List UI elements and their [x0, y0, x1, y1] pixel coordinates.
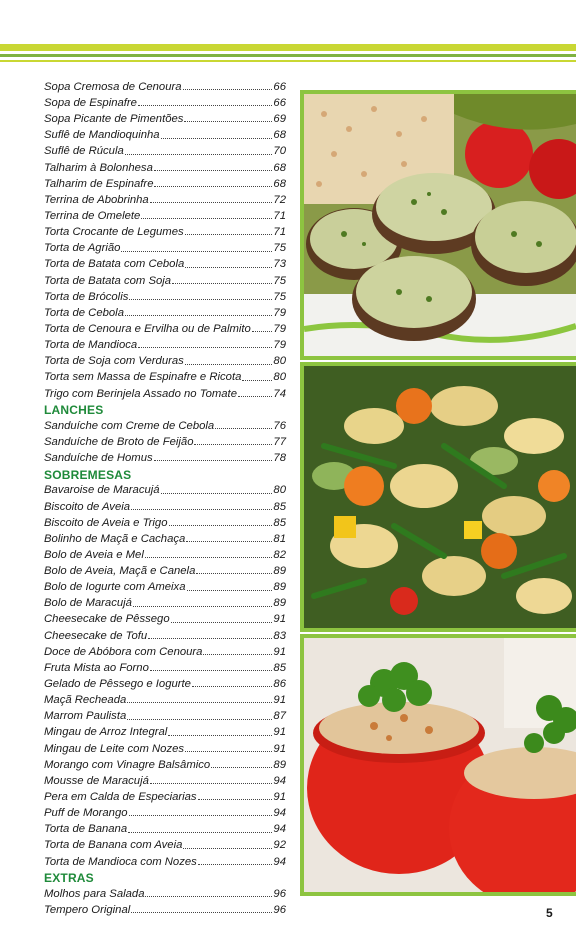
toc-leader-dots — [183, 89, 273, 90]
toc-entry-page: 85 — [273, 661, 286, 674]
toc-entry — [44, 497, 286, 513]
toc-entry-title: Pera em Calda de Especiarias — [44, 791, 197, 804]
toc-leader-dots — [171, 622, 273, 623]
toc-leader-dots — [121, 251, 272, 252]
toc-entry-title: Suflê de Mandioquinha — [44, 129, 160, 142]
toc-entry-title: Puff de Morango — [44, 807, 128, 820]
toc-entry-page: 76 — [273, 419, 286, 432]
toc-entry-page: 85 — [273, 500, 286, 513]
toc-entry-page: 79 — [273, 306, 286, 319]
toc-leader-dots — [128, 832, 272, 833]
toc-entry — [44, 594, 286, 610]
toc-leader-dots — [183, 848, 272, 849]
toc-entry — [44, 351, 286, 367]
toc-entry — [44, 706, 286, 722]
toc-entry-page: 92 — [273, 839, 286, 852]
toc-entry — [44, 674, 286, 690]
toc-entry-title: Torta de Batata com Soja — [44, 274, 172, 287]
toc-entry-title: Bolo de Aveia e Mel — [44, 548, 144, 561]
toc-entry-page: 79 — [273, 322, 286, 335]
toc-leader-dots — [215, 428, 272, 429]
toc-entry — [44, 432, 286, 448]
toc-entry — [44, 319, 286, 335]
toc-leader-dots — [148, 638, 272, 639]
toc-entry — [44, 803, 286, 819]
toc-entry-title: Bavaroise de Maracujá — [44, 484, 160, 497]
toc-entry-title: Gelado de Pêssego e Iogurte — [44, 678, 191, 691]
toc-entry-title: Bolo de Aveia, Maçã e Canela — [44, 565, 196, 578]
toc-entry — [44, 335, 286, 351]
toc-entry — [44, 545, 286, 561]
photo-pasta-salad — [300, 362, 576, 632]
toc-entry-title: Talharim à Bolonhesa — [44, 161, 153, 174]
toc-entry — [44, 900, 286, 916]
toc-entry-page: 89 — [273, 581, 286, 594]
toc-entry — [44, 626, 286, 642]
toc-entry-page: 68 — [273, 129, 286, 142]
page-number: 5 — [546, 906, 553, 920]
toc-entry-title: Sopa Picante de Pimentões — [44, 113, 184, 126]
toc-entry-title: Sanduíche com Creme de Cebola — [44, 419, 215, 432]
toc-leader-dots — [185, 267, 272, 268]
toc-entry-page: 71 — [273, 226, 286, 239]
toc-entry-title: Mousse de Maracujá — [44, 774, 149, 787]
toc-leader-dots — [150, 783, 273, 784]
toc-leader-dots — [154, 170, 273, 171]
toc-leader-dots — [138, 347, 272, 348]
toc-entry-title: Mingau de Leite com Nozes — [44, 742, 185, 755]
toc-entry — [44, 93, 286, 109]
toc-entry-page: 94 — [273, 823, 286, 836]
toc-entry-title: Bolinho de Maçã e Cachaça — [44, 532, 186, 545]
toc-entry — [44, 142, 286, 158]
toc-entry-page: 75 — [273, 290, 286, 303]
toc-entry — [44, 771, 286, 787]
toc-leader-dots — [145, 557, 273, 558]
toc-entry-title: Torta de Banana — [44, 823, 128, 836]
toc-entry — [44, 125, 286, 141]
toc-leader-dots — [186, 541, 272, 542]
toc-entry-title: Fruta Mista ao Forno — [44, 661, 149, 674]
toc-entry — [44, 174, 286, 190]
toc-leader-dots — [169, 525, 273, 526]
toc-leader-dots — [238, 396, 272, 397]
toc-entry-title: Torta de Batata com Cebola — [44, 258, 185, 271]
toc-entry — [44, 238, 286, 254]
toc-entry — [44, 610, 286, 626]
toc-entry-page: 89 — [273, 758, 286, 771]
toc-leader-dots — [187, 590, 273, 591]
toc-entry — [44, 577, 286, 593]
toc-leader-dots — [161, 493, 273, 494]
toc-entry-title: Torta de Cenoura e Ervilha ou de Palmito — [44, 322, 251, 335]
toc-entry — [44, 690, 286, 706]
toc-entry — [44, 77, 286, 93]
toc-leader-dots — [252, 331, 273, 332]
toc-entry-page: 89 — [273, 565, 286, 578]
toc-entry — [44, 481, 286, 497]
toc-entry-title: Torta de Soja com Verduras — [44, 355, 184, 368]
toc-entry-title: Torta de Banana com Aveia — [44, 839, 183, 852]
toc-entry-title: Torta de Agrião — [44, 242, 121, 255]
toc-entry-page: 91 — [273, 613, 286, 626]
toc-entry-page: 87 — [273, 710, 286, 723]
toc-entry — [44, 561, 286, 577]
toc-entry — [44, 723, 286, 739]
toc-entry-page: 69 — [273, 113, 286, 126]
toc-entry-title: Morango com Vinagre Balsâmico — [44, 758, 211, 771]
toc-entry-title: Torta de Brócolis — [44, 290, 129, 303]
toc-entry-page: 82 — [273, 548, 286, 561]
toc-entry — [44, 642, 286, 658]
toc-entry — [44, 529, 286, 545]
toc-entry-page: 89 — [273, 597, 286, 610]
toc-leader-dots — [172, 283, 272, 284]
toc-leader-dots — [168, 735, 272, 736]
toc-entry — [44, 739, 286, 755]
toc-entry-title: Sopa Cremosa de Cenoura — [44, 80, 182, 93]
toc-leader-dots — [129, 815, 273, 816]
toc-entry-title: Bolo de Iogurte com Ameixa — [44, 581, 186, 594]
toc-entry-page: 80 — [273, 484, 286, 497]
toc-leader-dots — [185, 364, 273, 365]
toc-entry — [44, 368, 286, 384]
toc-entry-page: 73 — [273, 258, 286, 271]
toc-leader-dots — [203, 654, 272, 655]
toc-entry-title: Torta de Mandioca — [44, 339, 138, 352]
toc-entry — [44, 836, 286, 852]
toc-entry-page: 66 — [273, 80, 286, 93]
toc-leader-dots — [125, 154, 273, 155]
toc-entry-title: Bolo de Maracujá — [44, 597, 132, 610]
toc-entry — [44, 884, 286, 900]
toc-entry-title: Biscoito de Aveia e Trigo — [44, 516, 168, 529]
toc-entry-title: Suflê de Rúcula — [44, 145, 124, 158]
toc-leader-dots — [129, 299, 272, 300]
toc-entry-page: 71 — [273, 209, 286, 222]
toc-leader-dots — [198, 799, 273, 800]
toc-entry — [44, 819, 286, 835]
toc-entry-title: Cheesecake de Tofu — [44, 629, 148, 642]
toc-leader-dots — [138, 105, 272, 106]
toc-leader-dots — [242, 380, 272, 381]
toc-leader-dots — [131, 912, 272, 913]
toc-entry-page: 74 — [273, 387, 286, 400]
toc-entry — [44, 158, 286, 174]
toc-entry-page: 77 — [273, 435, 286, 448]
toc-entry-page: 79 — [273, 339, 286, 352]
toc-entry-page: 91 — [273, 694, 286, 707]
toc-entry-title: Terrina de Omelete — [44, 209, 141, 222]
toc-entry-title: Torta sem Massa de Espinafre e Ricota — [44, 371, 242, 384]
toc-leader-dots — [198, 864, 273, 865]
toc-entry-page: 94 — [273, 807, 286, 820]
toc-entry-title: Cheesecake de Pêssego — [44, 613, 170, 626]
toc-leader-dots — [133, 606, 273, 607]
toc-entry-title: Biscoito de Aveia — [44, 500, 131, 513]
toc-leader-dots — [125, 315, 272, 316]
toc-leader-dots — [196, 573, 272, 574]
header-band-lime-thin — [0, 60, 576, 62]
section-heading: LANCHES — [44, 402, 104, 417]
toc-entry — [44, 206, 286, 222]
toc-entry-page: 80 — [273, 355, 286, 368]
toc-entry-page: 94 — [273, 855, 286, 868]
toc-entry-title: Maçã Recheada — [44, 694, 127, 707]
toc-entry-title: Torta Crocante de Legumes — [44, 226, 184, 239]
toc-entry-page: 75 — [273, 242, 286, 255]
toc-entry-page: 70 — [273, 145, 286, 158]
toc-leader-dots — [185, 234, 273, 235]
toc-entry-title: Sanduíche de Broto de Feijão — [44, 435, 194, 448]
toc-entry-title: Mingau de Arroz Integral — [44, 726, 168, 739]
toc-entry — [44, 190, 286, 206]
toc-entry — [44, 287, 286, 303]
toc-entry — [44, 222, 286, 238]
section-heading: SOBREMESAS — [44, 467, 132, 482]
toc-leader-dots — [185, 751, 272, 752]
toc-entry-title: Sanduíche de Homus — [44, 452, 153, 465]
toc-entry-page: 68 — [273, 161, 286, 174]
toc-entry-title: Talharim de Espinafre — [44, 177, 154, 190]
toc-entry — [44, 416, 286, 432]
toc-entry-title: Terrina de Abobrinha — [44, 193, 149, 206]
toc-entry — [44, 303, 286, 319]
toc-entry-page: 81 — [273, 532, 286, 545]
toc-entry — [44, 109, 286, 125]
table-of-contents — [44, 77, 286, 916]
toc-entry-page: 68 — [273, 177, 286, 190]
toc-leader-dots — [145, 896, 272, 897]
toc-entry-title: Molhos para Salada — [44, 887, 145, 900]
toc-leader-dots — [127, 719, 272, 720]
photo-stuffed-mushrooms — [300, 90, 576, 360]
header-band-green — [0, 54, 576, 57]
toc-entry — [44, 271, 286, 287]
toc-entry — [44, 852, 286, 868]
toc-leader-dots — [161, 138, 273, 139]
section-heading: EXTRAS — [44, 871, 94, 886]
toc-entry-page: 91 — [273, 791, 286, 804]
toc-entry — [44, 755, 286, 771]
toc-leader-dots — [194, 444, 272, 445]
toc-entry-title: Torta de Mandioca com Nozes — [44, 855, 197, 868]
toc-entry-page: 80 — [273, 371, 286, 384]
toc-entry — [44, 255, 286, 271]
toc-entry-page: 66 — [273, 96, 286, 109]
toc-entry-page: 75 — [273, 274, 286, 287]
toc-entry-title: Torta de Cebola — [44, 306, 124, 319]
toc-entry-title: Doce de Abóbora com Cenoura — [44, 645, 203, 658]
header-band-lime — [0, 44, 576, 51]
toc-leader-dots — [150, 670, 273, 671]
toc-entry-page: 78 — [273, 452, 286, 465]
toc-leader-dots — [131, 509, 272, 510]
toc-entry-page: 91 — [273, 726, 286, 739]
toc-entry-page: 83 — [273, 629, 286, 642]
toc-leader-dots — [154, 186, 272, 187]
photo-stuffed-tomatoes — [300, 634, 576, 896]
toc-leader-dots — [211, 767, 272, 768]
toc-entry-page: 86 — [273, 678, 286, 691]
toc-entry — [44, 384, 286, 400]
toc-entry — [44, 658, 286, 674]
toc-entry-page: 91 — [273, 645, 286, 658]
toc-entry-page: 85 — [273, 516, 286, 529]
toc-entry-title: Marrom Paulista — [44, 710, 127, 723]
toc-leader-dots — [141, 218, 272, 219]
toc-entry-title: Trigo com Berinjela Assado no Tomate — [44, 387, 237, 400]
toc-entry — [44, 448, 286, 464]
toc-leader-dots — [184, 121, 272, 122]
toc-entry-page: 72 — [273, 193, 286, 206]
toc-entry-page: 96 — [273, 904, 286, 917]
toc-entry-page: 96 — [273, 887, 286, 900]
toc-entry-page: 94 — [273, 774, 286, 787]
toc-entry — [44, 787, 286, 803]
toc-entry — [44, 513, 286, 529]
toc-entry-title: Sopa de Espinafre — [44, 96, 137, 109]
toc-entry-title: Tempero Original — [44, 904, 131, 917]
toc-entry-page: 91 — [273, 742, 286, 755]
toc-leader-dots — [154, 460, 273, 461]
toc-leader-dots — [150, 202, 273, 203]
toc-leader-dots — [192, 686, 272, 687]
toc-leader-dots — [127, 702, 272, 703]
